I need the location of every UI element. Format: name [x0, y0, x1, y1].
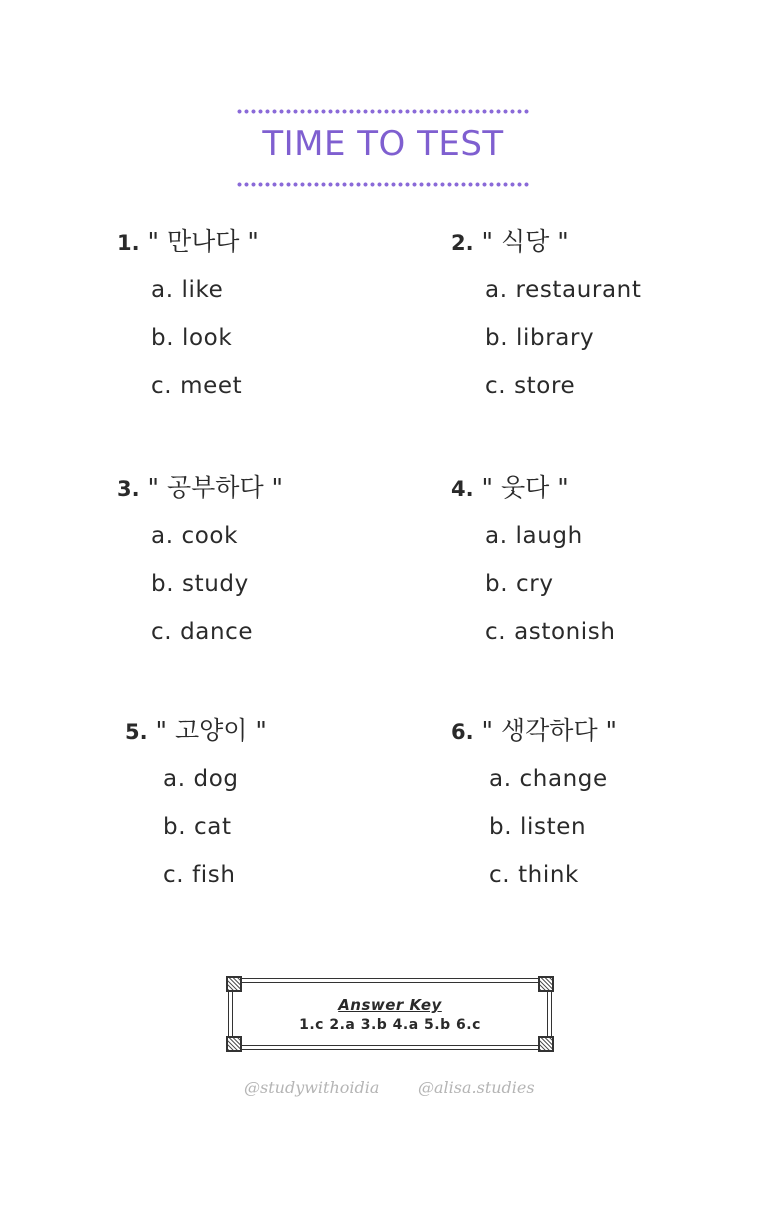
bottom-dotted-divider — [236, 182, 530, 187]
question-number: 3. — [117, 477, 140, 501]
answer-key-title: Answer Key — [338, 996, 442, 1014]
question-heading — [451, 222, 771, 262]
option-list — [117, 270, 437, 414]
question-word: " 만나다 " — [147, 227, 259, 256]
question-heading — [117, 222, 437, 262]
question-3 — [117, 468, 437, 660]
question-word: " 식당 " — [481, 227, 569, 256]
frame-corner-ornament — [538, 976, 554, 992]
question-number: 1. — [117, 231, 140, 255]
question-word: " 공부하다 " — [147, 473, 284, 502]
answer-key-box — [226, 976, 554, 1052]
frame-corner-ornament — [226, 1036, 242, 1052]
question-number: 4. — [451, 477, 474, 501]
question-word: " 생각하다 " — [481, 716, 618, 745]
question-number: 2. — [451, 231, 474, 255]
option-list — [451, 516, 771, 660]
option-list — [451, 759, 771, 903]
question-4 — [451, 468, 771, 660]
top-dotted-divider — [236, 109, 530, 114]
credit-handle: @studywithoidia — [244, 1078, 380, 1097]
frame-corner-ornament — [538, 1036, 554, 1052]
question-6 — [451, 711, 771, 903]
question-heading — [451, 711, 771, 751]
option-a: a. like — [151, 277, 224, 303]
option-c: c. meet — [151, 373, 243, 399]
option-a: a. restaurant — [485, 277, 642, 303]
question-5 — [125, 711, 445, 903]
option-c: c. think — [489, 862, 579, 888]
option-list — [451, 270, 771, 414]
option-a: a. laugh — [485, 523, 583, 549]
question-number: 5. — [125, 720, 148, 744]
option-a: a. dog — [163, 766, 239, 792]
option-c: c. astonish — [485, 619, 616, 645]
question-heading — [125, 711, 445, 751]
option-b: b. cry — [485, 571, 554, 597]
option-b: b. library — [485, 325, 595, 351]
answer-key-answers: 1.c 2.a 3.b 4.a 5.b 6.c — [299, 1017, 481, 1033]
option-b: b. listen — [489, 814, 587, 840]
page-title: TIME TO TEST — [262, 124, 504, 164]
option-b: b. study — [151, 571, 249, 597]
option-a: a. change — [489, 766, 608, 792]
question-heading — [451, 468, 771, 508]
question-number: 6. — [451, 720, 474, 744]
question-1 — [117, 222, 437, 414]
option-c: c. fish — [163, 862, 236, 888]
option-list — [125, 759, 445, 903]
question-word: " 고양이 " — [155, 716, 267, 745]
question-heading — [117, 468, 437, 508]
option-a: a. cook — [151, 523, 239, 549]
frame-border — [240, 1045, 540, 1050]
option-b: b. look — [151, 325, 233, 351]
credit-handle: @alisa.studies — [418, 1078, 535, 1097]
question-word: " 웃다 " — [481, 473, 569, 502]
frame-border — [240, 978, 540, 983]
frame-corner-ornament — [226, 976, 242, 992]
option-c: c. dance — [151, 619, 254, 645]
question-2 — [451, 222, 771, 414]
option-list — [117, 516, 437, 660]
option-b: b. cat — [163, 814, 232, 840]
option-c: c. store — [485, 373, 576, 399]
